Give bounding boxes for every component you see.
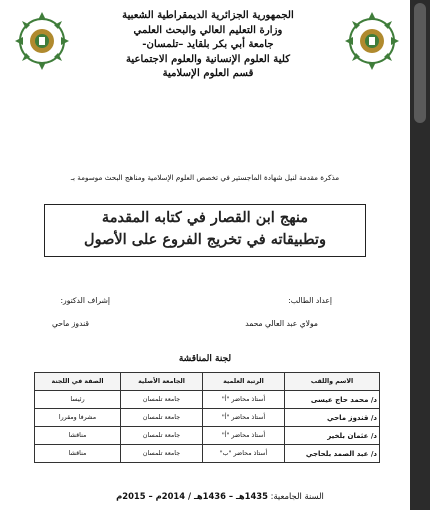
member-rank: أستاذ محاضر "أ" [203, 391, 285, 409]
academic-year-value: 1435هـ – 1436هـ / 2014م – 2015م [116, 491, 268, 501]
member-name: د/ قندوز ماحي [285, 409, 380, 427]
supervisor-label: إشراف الدكتور: [60, 296, 110, 305]
memo-description: مذكرة مقدمة لنيل شهادة الماجستير في تخصص العلوم الإسلامية ومناهج البحث موسومة بـ [70, 173, 340, 182]
member-role: مناقشا [35, 445, 121, 463]
member-rank: أستاذ محاضر "أ" [203, 409, 285, 427]
thesis-title-line-2: وتطبيقاته في تخريج الفروع على الأصول [84, 231, 326, 248]
student-label: إعداد الطالب: [288, 296, 332, 305]
member-role: مناقشا [35, 427, 121, 445]
institution-header [78, 8, 338, 81]
header-rank: الرتبة العلمية [203, 373, 285, 391]
header-line-university: جامعة أبي بكر بلقايد –تلمسان- [142, 38, 274, 51]
header-line-ministry: وزارة التعليم العالي والبحث العلمي [133, 23, 283, 36]
member-role: مشرفا ومقررا [35, 409, 121, 427]
table-row [35, 391, 380, 409]
header-name: الاسم واللقب [285, 373, 380, 391]
scrollbar-thumb[interactable] [414, 3, 426, 123]
header-line-republic: الجمهورية الجزائرية الديمقراطية الشعبية [122, 9, 294, 21]
supervisor-name: قندوز ماحي [51, 319, 89, 328]
header-line-faculty: كلية العلوم الإنسانية والعلوم الاجتماعية [125, 52, 291, 65]
member-rank: أستاذ محاضر "أ" [203, 427, 285, 445]
table-row [35, 427, 380, 445]
member-name: د/ عثمان بلخير [285, 427, 380, 445]
vertical-scrollbar[interactable] [410, 0, 430, 510]
member-rank: أستاذ محاضر "ب" [203, 445, 285, 463]
header-role: الصفة في اللجنة [35, 373, 121, 391]
header-university: الجامعة الأصلية [121, 373, 203, 391]
academic-year [30, 491, 410, 501]
committee-table [34, 372, 380, 463]
table-header-row [35, 373, 380, 391]
member-university: جامعة تلمسان [121, 409, 203, 427]
member-university: جامعة تلمسان [121, 445, 203, 463]
member-name: د/ عبد الصمد بلحاجي [285, 445, 380, 463]
table-row [35, 409, 380, 427]
member-name: د/ محمد حاج عيسى [285, 391, 380, 409]
university-emblem-right [343, 10, 401, 72]
thesis-title-line-1: منهج ابن القصار في كتابه المقدمة [101, 209, 309, 226]
table-row [35, 445, 380, 463]
member-university: جامعة تلمسان [121, 427, 203, 445]
student-name: مولاي عبد العالي محمد [245, 319, 318, 328]
university-emblem-left [13, 10, 71, 72]
header-line-department: قسم العلوم الإسلامية [162, 67, 254, 80]
member-role: رئيسا [35, 391, 121, 409]
committee-title: لجنة المناقشة [178, 354, 232, 364]
academic-year-label: السنة الجامعية: [270, 491, 324, 501]
member-university: جامعة تلمسان [121, 391, 203, 409]
thesis-title-box [44, 204, 366, 257]
